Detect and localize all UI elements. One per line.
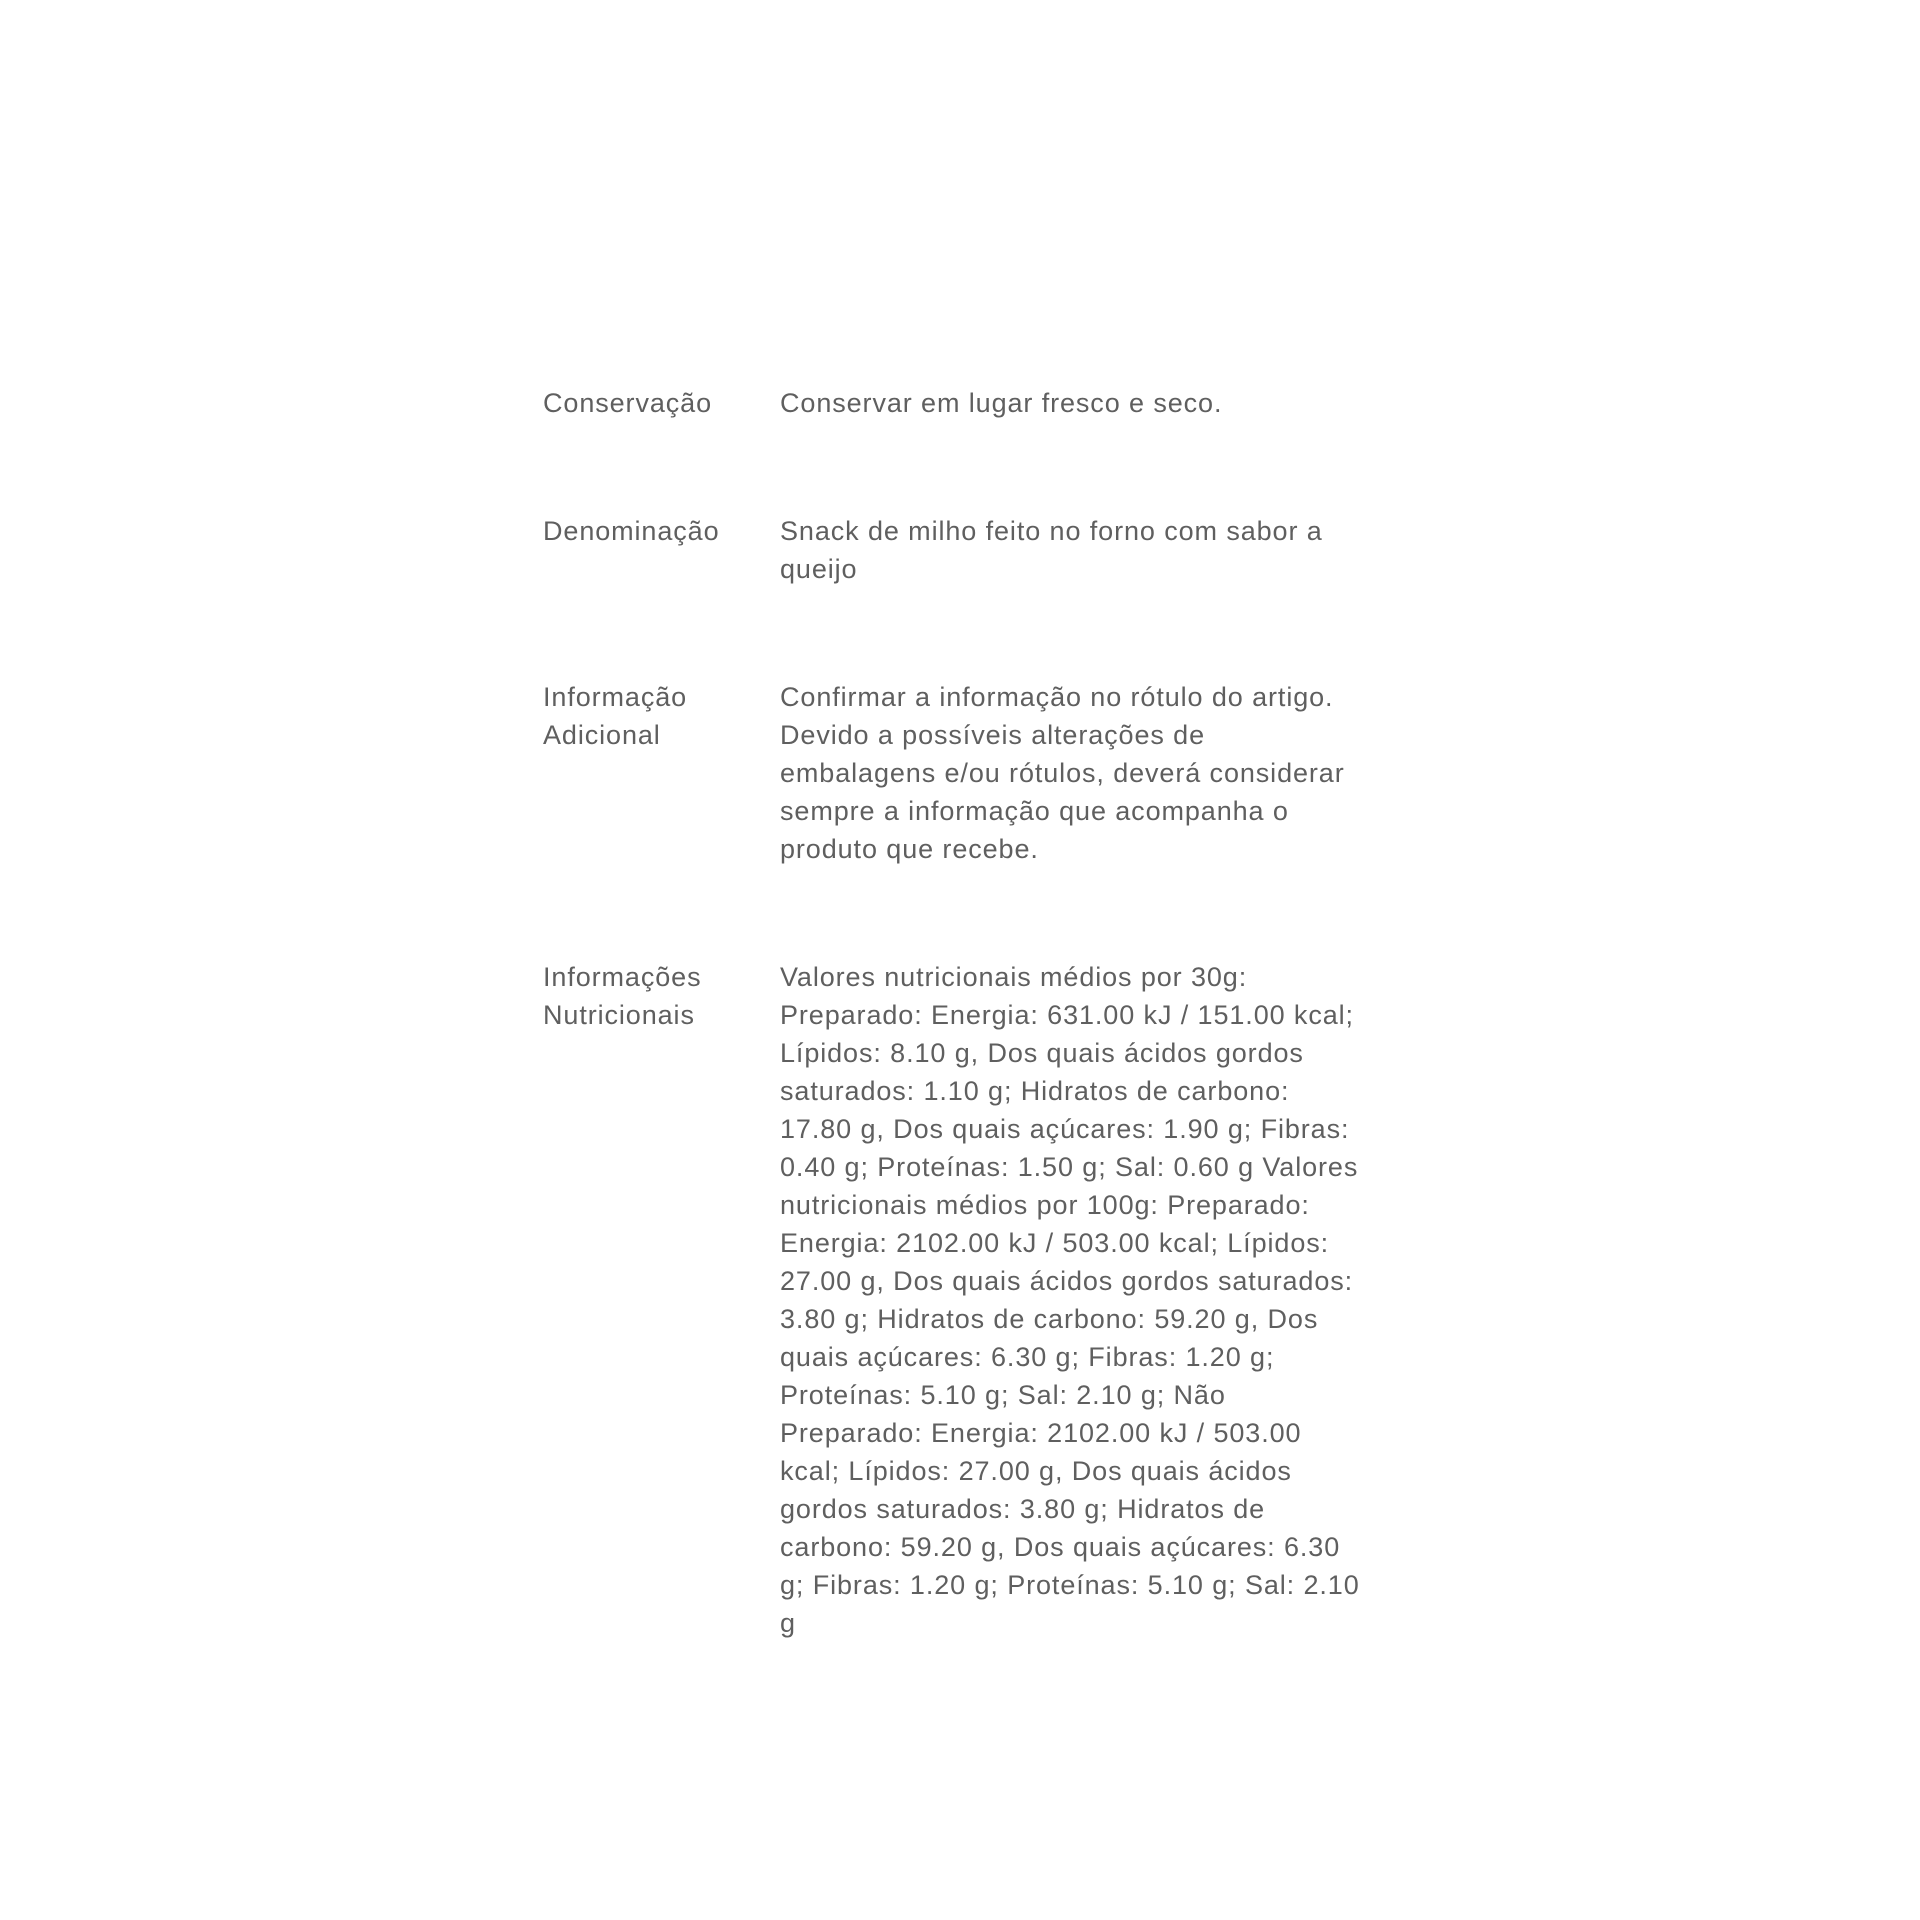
detail-label: Informações Nutricionais: [543, 962, 702, 1030]
detail-label: Denominação: [543, 516, 720, 546]
detail-value: Snack de milho feito no forno com sabor a queijo: [780, 516, 1323, 584]
detail-row-conservacao: [543, 384, 1363, 422]
detail-row-informacoes-nutricionais: [543, 958, 1363, 1642]
detail-label: Conservação: [543, 388, 712, 418]
product-details-list: [543, 384, 1363, 1732]
detail-value: Confirmar a informação no rótulo do artigo. Devido a possíveis alterações de embalagens e/ou rótulos, deverá considerar sempre a informação que acompanha o produto que recebe.: [780, 682, 1345, 864]
detail-label: Informação Adicional: [543, 682, 688, 750]
detail-value: Valores nutricionais médios por 30g: Preparado: Energia: 631.00 kJ / 151.00 kcal; Lípidos: 8.10 g, Dos quais ácidos gordos saturados: 1.10 g; Hidratos de carbono: 17.80 g, Dos quais açúcares: 1.90 g; Fibras: 0.40 g; Proteínas: 1.50 g; Sal: 0.60 g Valores nutricionais médios por 100g: Preparado: Energia: 2102.00 kJ / 503.00 kcal; Lípidos: 27.00 g, Dos quais ácidos gordos saturados: 3.80 g; Hidratos de carbono: 59.20 g, Dos quais açúcares: 6.30 g; Fibras: 1.20 g; Proteínas: 5.10 g; Sal: 2.10 g; Não Preparado: Energia: 2102.00 kJ / 503.00 kcal; Lípidos: 27.00 g, Dos quais ácidos gordos saturados: 3.80 g; Hidratos de carbono: 59.20 g, Dos quais açúcares: 6.30 g; Fibras: 1.20 g; Proteínas: 5.10 g; Sal: 2.10 g: [780, 962, 1360, 1638]
detail-row-denominacao: [543, 512, 1363, 588]
detail-row-informacao-adicional: [543, 678, 1363, 868]
detail-value: Conservar em lugar fresco e seco.: [780, 388, 1223, 418]
